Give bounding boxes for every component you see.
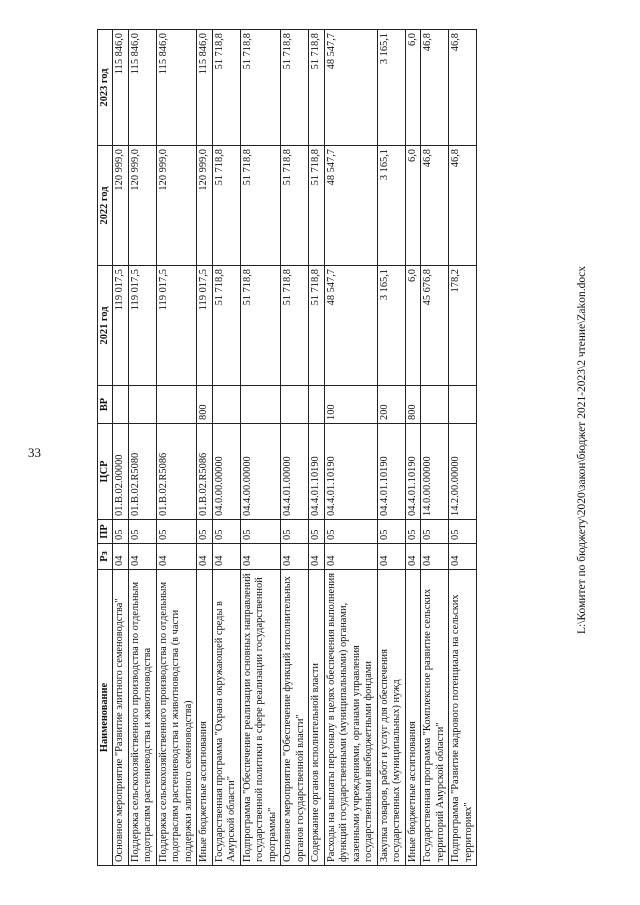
- cell-2023: 46,8: [449, 30, 477, 146]
- cell-pr: 05: [377, 520, 405, 544]
- cell-name: Подпрограмма "Обеспечение реализации основных направлений государственной политики в сфере реализации государственной программы": [240, 570, 280, 866]
- cell-rz: 04: [281, 544, 309, 570]
- cell-pr: 05: [421, 520, 449, 544]
- cell-2021: 48 547,7: [324, 266, 377, 386]
- cell-2021: 51 718,8: [309, 266, 324, 386]
- cell-pr: 05: [128, 520, 156, 544]
- cell-2021: 51 718,8: [240, 266, 280, 386]
- cell-rz: 04: [128, 544, 156, 570]
- cell-name: Расходы на выплаты персоналу в целях обеспечения выполнения функций государственными (муниципальными) органами, казенными учреждениями, органами управления государственными внебюджетными фондами: [324, 570, 377, 866]
- cell-2021: 51 718,8: [281, 266, 309, 386]
- cell-2022: 46,8: [421, 146, 449, 266]
- rotated-table-area: [97, 30, 552, 866]
- cell-csr: 14.0.00.00000: [421, 424, 449, 520]
- cell-pr: 05: [212, 520, 240, 544]
- table-body: [113, 30, 477, 866]
- cell-2022: 120 999,0: [156, 146, 196, 266]
- cell-2023: 115 846,0: [156, 30, 196, 146]
- cell-csr: 01.В.02.R5086: [156, 424, 196, 520]
- cell-2021: 119 017,5: [113, 266, 128, 386]
- cell-rz: 04: [240, 544, 280, 570]
- table-row: [197, 30, 212, 866]
- cell-pr: 05: [113, 520, 128, 544]
- cell-2022: 46,8: [449, 146, 477, 266]
- cell-rz: 04: [377, 544, 405, 570]
- cell-rz: 04: [405, 544, 420, 570]
- cell-pr: 05: [405, 520, 420, 544]
- cell-name: Содержание органов исполнительной власти: [309, 570, 324, 866]
- cell-csr: 01.В.02.R5080: [128, 424, 156, 520]
- table-row: [240, 30, 280, 866]
- cell-2023: 51 718,8: [309, 30, 324, 146]
- table-row: [377, 30, 405, 866]
- cell-rz: 04: [156, 544, 196, 570]
- cell-2022: 48 547,7: [324, 146, 377, 266]
- cell-2023: 51 718,8: [281, 30, 309, 146]
- cell-name: Иные бюджетные ассигнования: [197, 570, 212, 866]
- cell-2022: 51 718,8: [309, 146, 324, 266]
- cell-2021: 3 165,1: [377, 266, 405, 386]
- cell-2023: 6,0: [405, 30, 420, 146]
- cell-rz: 04: [212, 544, 240, 570]
- table-row: [449, 30, 477, 866]
- cell-pr: 05: [281, 520, 309, 544]
- cell-2023: 115 846,0: [113, 30, 128, 146]
- cell-csr: 01.В.02.R5086: [197, 424, 212, 520]
- cell-csr: 01.В.02.00000: [113, 424, 128, 520]
- cell-pr: 05: [197, 520, 212, 544]
- cell-2021: 119 017,5: [197, 266, 212, 386]
- cell-pr: 05: [240, 520, 280, 544]
- header-2021: 2021 год: [98, 266, 113, 386]
- cell-2022: 120 999,0: [113, 146, 128, 266]
- cell-name: Поддержка сельскохозяйственного производства по отдельным подотраслям растениеводства и животноводства (в части поддержки элитного семеноводства): [156, 570, 196, 866]
- cell-vr: [156, 386, 196, 424]
- table-row: [128, 30, 156, 866]
- cell-pr: 05: [449, 520, 477, 544]
- table-row: [156, 30, 196, 866]
- cell-name: Основное мероприятие "Развитие элитного семеноводства": [113, 570, 128, 866]
- cell-name: Поддержка сельскохозяйственного производства по отдельным подотраслям растениеводства и животноводства: [128, 570, 156, 866]
- budget-table-container: [97, 30, 552, 866]
- cell-csr: 04.0.00.00000: [212, 424, 240, 520]
- cell-2022: 51 718,8: [281, 146, 309, 266]
- page-number: 33: [28, 445, 41, 460]
- cell-csr: 04.4.01.10190: [324, 424, 377, 520]
- cell-rz: 04: [197, 544, 212, 570]
- header-rz: Рз: [98, 544, 113, 570]
- cell-csr: 14.2.00.00000: [449, 424, 477, 520]
- cell-2022: 3 165,1: [377, 146, 405, 266]
- table-row: [113, 30, 128, 866]
- table-row: [212, 30, 240, 866]
- table-row: [405, 30, 420, 866]
- cell-2021: 6,0: [405, 266, 420, 386]
- cell-vr: 800: [405, 386, 420, 424]
- cell-2022: 51 718,8: [212, 146, 240, 266]
- cell-vr: [212, 386, 240, 424]
- cell-2021: 178,2: [449, 266, 477, 386]
- footer-text: L:\Комитет по бюджету\2020\закон\бюджет 2021-2023\2 чтение\Zakon.docx: [576, 266, 588, 634]
- cell-rz: 04: [449, 544, 477, 570]
- cell-2023: 115 846,0: [128, 30, 156, 146]
- header-2023: 2023 год: [98, 30, 113, 146]
- cell-name: Иные бюджетные ассигнования: [405, 570, 420, 866]
- table-header-row: [98, 30, 113, 866]
- cell-csr: 04.4.01.00000: [281, 424, 309, 520]
- cell-2023: 51 718,8: [240, 30, 280, 146]
- budget-table: [97, 29, 477, 866]
- cell-vr: [113, 386, 128, 424]
- header-vr: ВР: [98, 386, 113, 424]
- cell-2021: 45 676,8: [421, 266, 449, 386]
- table-row: [309, 30, 324, 866]
- cell-2023: 115 846,0: [197, 30, 212, 146]
- cell-2023: 46,8: [421, 30, 449, 146]
- cell-vr: 200: [377, 386, 405, 424]
- cell-csr: 04.4.01.10190: [377, 424, 405, 520]
- cell-vr: [281, 386, 309, 424]
- cell-vr: [240, 386, 280, 424]
- cell-name: Закупка товаров, работ и услуг для обеспечения государственных (муниципальных) нужд: [377, 570, 405, 866]
- cell-csr: 04.4.00.00000: [240, 424, 280, 520]
- cell-vr: [421, 386, 449, 424]
- cell-2023: 48 547,7: [324, 30, 377, 146]
- cell-rz: 04: [324, 544, 377, 570]
- cell-rz: 04: [113, 544, 128, 570]
- header-2022: 2022 год: [98, 146, 113, 266]
- cell-pr: 05: [324, 520, 377, 544]
- cell-csr: 04.4.01.10190: [309, 424, 324, 520]
- table-row: [324, 30, 377, 866]
- cell-name: Государственная программа "Охрана окружающей среды в Амурской области": [212, 570, 240, 866]
- cell-vr: 100: [324, 386, 377, 424]
- cell-vr: [128, 386, 156, 424]
- cell-vr: [449, 386, 477, 424]
- cell-vr: [309, 386, 324, 424]
- header-pr: ПР: [98, 520, 113, 544]
- cell-name: Подпрограмма "Развитие кадрового потенциала на сельских территориях": [449, 570, 477, 866]
- cell-2023: 3 165,1: [377, 30, 405, 146]
- cell-2021: 119 017,5: [156, 266, 196, 386]
- cell-2022: 6,0: [405, 146, 420, 266]
- cell-pr: 05: [156, 520, 196, 544]
- cell-vr: 800: [197, 386, 212, 424]
- cell-csr: 04.4.01.10190: [405, 424, 420, 520]
- cell-name: Основное мероприятие "Обеспечение функций исполнительных органов государственной власти": [281, 570, 309, 866]
- header-name: Наименование: [98, 570, 113, 866]
- cell-2023: 51 718,8: [212, 30, 240, 146]
- cell-pr: 05: [309, 520, 324, 544]
- cell-rz: 04: [309, 544, 324, 570]
- cell-2022: 120 999,0: [197, 146, 212, 266]
- cell-2022: 51 718,8: [240, 146, 280, 266]
- cell-2021: 51 718,8: [212, 266, 240, 386]
- cell-2021: 119 017,5: [128, 266, 156, 386]
- table-row: [281, 30, 309, 866]
- table-row: [421, 30, 449, 866]
- header-csr: ЦСР: [98, 424, 113, 520]
- cell-2022: 120 999,0: [128, 146, 156, 266]
- cell-rz: 04: [421, 544, 449, 570]
- cell-name: Государственная программа "Комплексное развитие сельских территорий Амурской области": [421, 570, 449, 866]
